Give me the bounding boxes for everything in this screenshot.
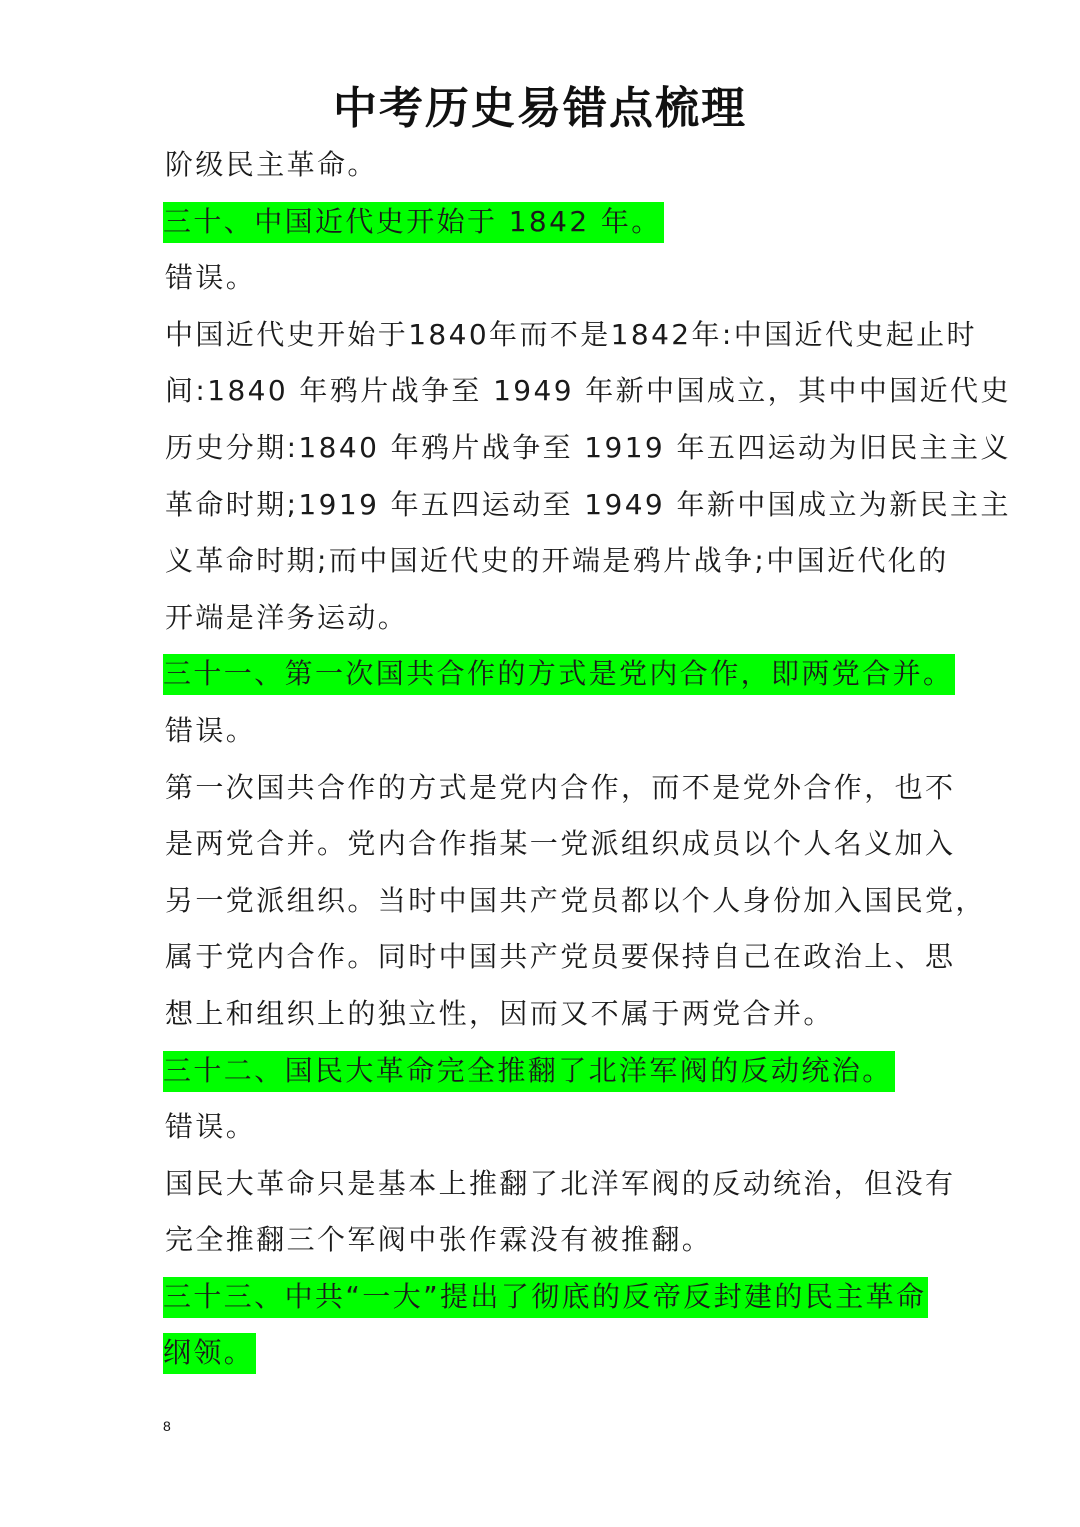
highlighted-question: 三十二、国民大革命完全推翻了北洋军阀的反动统治。 bbox=[163, 1051, 895, 1092]
text-line bbox=[165, 1099, 925, 1156]
line-text: 中国近代史开始于1840年而不是1842年:中国近代史起止时 bbox=[165, 317, 977, 351]
text-line bbox=[165, 137, 925, 194]
highlighted-question: 三十、中国近代史开始于 1842 年。 bbox=[163, 202, 664, 243]
text-line bbox=[165, 590, 925, 647]
line-text: 间:1840 年鸦片战争至 1949 年新中国成立，其中中国近代史 bbox=[165, 374, 1011, 408]
line-text: 第一次国共合作的方式是党内合作，而不是党外合作，也不 bbox=[165, 770, 956, 804]
line-text: 是两党合并。党内合作指某一党派组织成员以个人名义加入 bbox=[165, 827, 956, 861]
question-line bbox=[165, 1269, 925, 1326]
answer-verdict: 错误。 bbox=[165, 261, 257, 295]
text-line bbox=[165, 477, 1011, 534]
text-line bbox=[165, 986, 925, 1043]
question-line bbox=[165, 1043, 925, 1100]
question-line bbox=[165, 194, 925, 251]
line-text: 完全推翻三个军阀中张作霖没有被推翻。 bbox=[165, 1223, 713, 1257]
line-text: 想上和组织上的独立性，因而又不属于两党合并。 bbox=[165, 996, 834, 1030]
answer-verdict: 错误。 bbox=[165, 713, 257, 747]
line-text: 另一党派组织。当时中国共产党员都以个人身份加入国民党， bbox=[165, 883, 986, 917]
text-line bbox=[165, 533, 949, 590]
question-line bbox=[163, 646, 954, 703]
question-line bbox=[165, 1325, 925, 1382]
text-line bbox=[165, 816, 956, 873]
answer-verdict: 错误。 bbox=[165, 1110, 257, 1144]
line-text: 开端是洋务运动。 bbox=[165, 600, 409, 634]
highlighted-question: 三十一、第一次国共合作的方式是党内合作，即两党合并。 bbox=[163, 654, 955, 695]
document-body bbox=[163, 137, 1011, 1382]
line-text: 革命时期;1919 年五四运动至 1949 年新中国成立为新民主主 bbox=[165, 487, 1011, 521]
text-line bbox=[165, 929, 956, 986]
text-line bbox=[165, 1156, 956, 1213]
text-line bbox=[165, 250, 925, 307]
line-text: 阶级民主革命。 bbox=[165, 148, 378, 181]
highlighted-question: 纲领。 bbox=[163, 1333, 256, 1374]
line-text: 国民大革命只是基本上推翻了北洋军阀的反动统治，但没有 bbox=[165, 1166, 956, 1200]
text-line bbox=[165, 1212, 925, 1269]
line-text: 属于党内合作。同时中国共产党员要保持自己在政治上、思 bbox=[165, 940, 956, 974]
page-number: 8 bbox=[163, 1418, 171, 1434]
text-line bbox=[165, 760, 956, 817]
text-line bbox=[165, 363, 1011, 420]
text-line bbox=[165, 703, 925, 760]
text-line bbox=[165, 307, 977, 364]
line-text: 历史分期:1840 年鸦片战争至 1919 年五四运动为旧民主主义 bbox=[165, 430, 1011, 464]
page-title: 中考历史易错点梳理 bbox=[333, 83, 747, 134]
highlighted-question: 三十三、中共“一大”提出了彻底的反帝反封建的民主革命 bbox=[163, 1277, 928, 1318]
line-text: 义革命时期;而中国近代史的开端是鸦片战争;中国近代化的 bbox=[165, 544, 949, 578]
text-line bbox=[165, 873, 986, 930]
text-line bbox=[165, 420, 1011, 477]
